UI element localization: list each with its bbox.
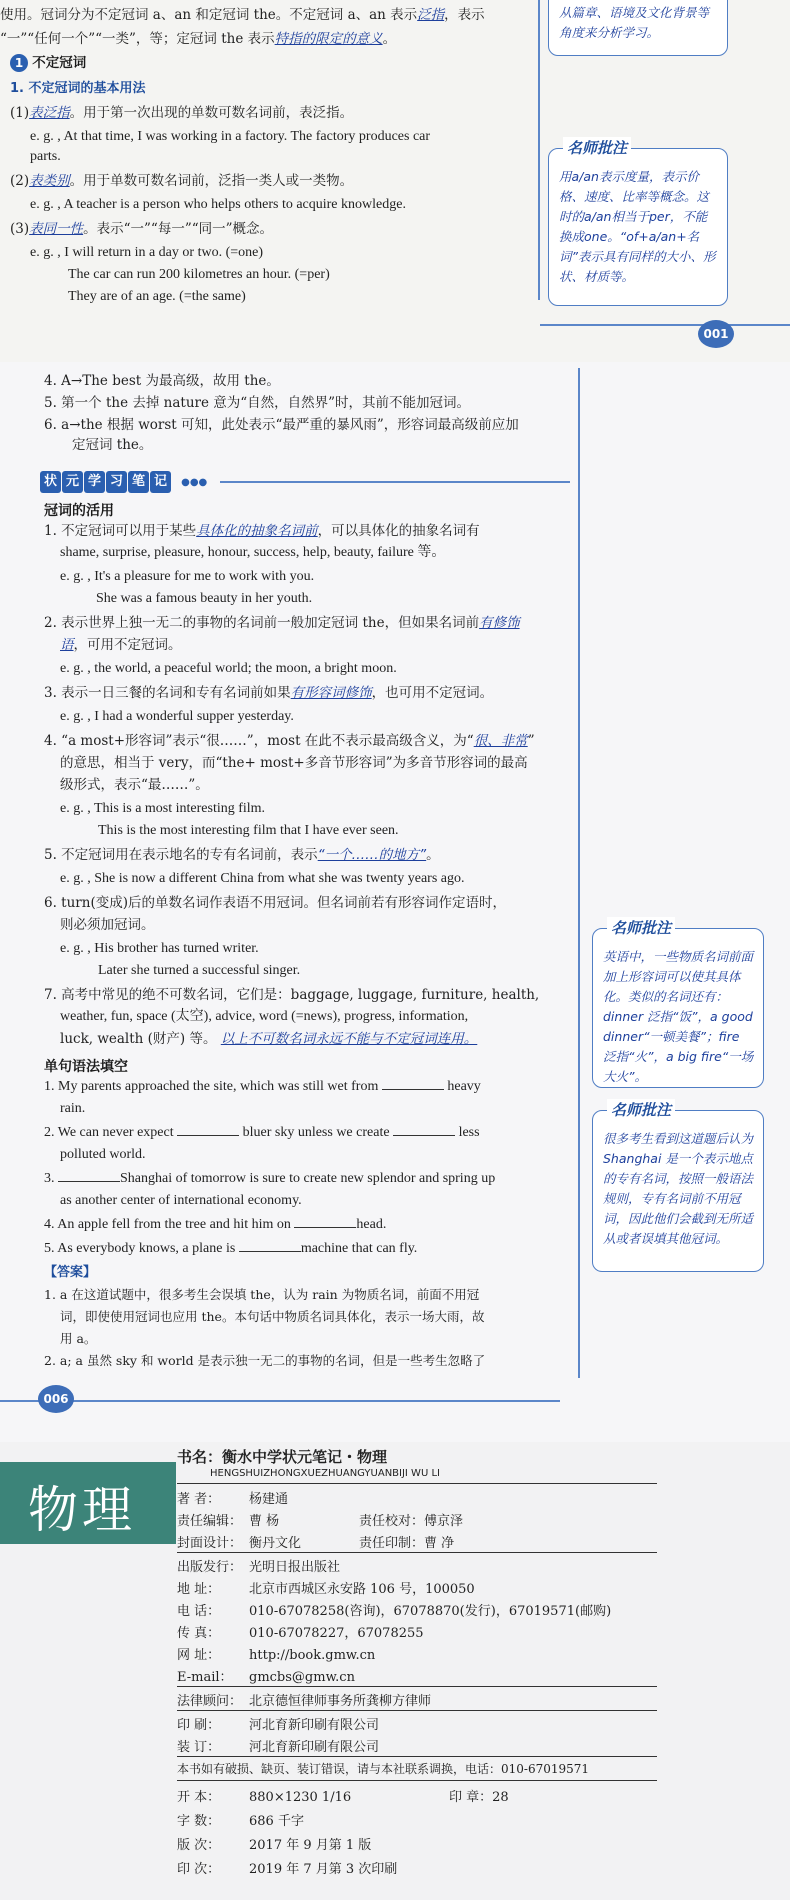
teacher-note-title: 名师批注 <box>607 1099 675 1120</box>
footer-line <box>0 1400 560 1402</box>
answer-blank[interactable] <box>239 1240 301 1252</box>
handwritten-note: 有修饰 <box>479 615 520 631</box>
sub-title: 1. 不定冠词的基本用法 <box>10 81 146 96</box>
author-row: 著 者： 杨建通 <box>177 1492 289 1507</box>
rule-text: 则必须加冠词。 <box>60 917 155 933</box>
edition-row: 版 次： 2017 年 9 月第 1 版 <box>177 1838 372 1853</box>
question-5: 5. As everybody knows, a plane is machine that can fly. <box>44 1241 418 1256</box>
answer-text: 用 a。 <box>60 1331 97 1346</box>
phone-row: 电 话： 010-67078258(咨询)，67078870(发行)，67019571(邮购) <box>177 1604 612 1619</box>
example-text: e. g. , His brother has turned writer. <box>60 941 259 956</box>
rule-4: 4. “a most+形容词”表示“很……”，most 在此不表示最高级含义，为“很、非常” <box>44 733 535 749</box>
banner-char: 记 <box>150 471 171 493</box>
address-row: 地 址： 北京市西城区永安路 106 号，100050 <box>177 1582 475 1597</box>
answer-line: 6. a→the 根据 worst 可知，此处表示“最严重的暴风雨”，形容词最高级前应加 <box>44 417 519 433</box>
teacher-note-box <box>548 139 728 306</box>
intro-line-1: 使用。冠词分为不定冠词 a、an 和定冠词 the。不定冠词 a、an 表示泛指，表示 <box>0 7 485 23</box>
example-text: They are of an age. (=the same) <box>68 289 246 304</box>
banner-char: 状 <box>40 471 61 493</box>
divider <box>177 1686 657 1687</box>
example-text: This is the most interesting film that I have ever seen. <box>98 823 399 838</box>
page-number: 006 <box>38 1385 74 1413</box>
divider <box>177 1780 657 1781</box>
example-text: parts. <box>30 149 61 164</box>
teacher-note-title: 名师批注 <box>563 137 631 158</box>
rule-2: 2. 表示世界上独一无二的事物的名词前一般加定冠词 the，但如果名词前有修饰 <box>44 615 520 631</box>
handwritten-note: 有形容词修饰 <box>290 685 372 701</box>
answer-blank[interactable] <box>58 1170 120 1182</box>
handwritten-note: 以上不可数名词永远不能与不定冠词连用。 <box>220 1031 478 1047</box>
margin-line <box>578 368 580 1378</box>
section-heading <box>10 54 86 72</box>
example-text: She was a famous beauty in her youth. <box>96 591 313 606</box>
example-text: e. g. , the world, a peaceful world; the moon, a bright moon. <box>60 661 397 676</box>
footer-line <box>540 324 790 326</box>
banner-char: 笔 <box>128 471 149 493</box>
notice-row: 本书如有破损、缺页、装订错误，请与本社联系调换，电话：010-67019571 <box>177 1762 590 1776</box>
teacher-note-box <box>592 1101 764 1272</box>
handwritten-note: 泛指 <box>417 7 445 23</box>
answer-label: 【答案】 <box>44 1265 97 1280</box>
example-text: e. g. , She is now a different China from what she was twenty years ago. <box>60 871 465 886</box>
heading-exercise: 单句语法填空 <box>44 1059 128 1075</box>
printer-row: 印 刷： 河北育新印刷有限公司 <box>177 1718 380 1733</box>
answer-blank[interactable] <box>177 1124 239 1136</box>
legal-row: 法律顾问： 北京德恒律师事务所龚柳方律师 <box>177 1694 432 1709</box>
item-1: (1)表泛指。用于第一次出现的单数可数名词前，表泛指。 <box>10 105 354 121</box>
section-badge: 1 <box>10 54 28 72</box>
format-row: 开 本： 880×1230 1/16 印 章：28 <box>177 1790 509 1805</box>
publisher-row: 出版发行： 光明日报出版社 <box>177 1560 341 1575</box>
divider <box>177 1483 657 1484</box>
rule-1: 1. 不定冠词可以用于某些具体化的抽象名词前，可以具体化的抽象名词有 <box>44 523 480 539</box>
question-text: polluted world. <box>60 1147 146 1162</box>
printing-row: 印 次： 2019 年 7 月第 3 次印刷 <box>177 1862 398 1877</box>
example-text: e. g. , A teacher is a person who helps others to acquire knowledge. <box>30 197 406 212</box>
handwritten-note: 具体化的抽象名词前 <box>196 523 318 539</box>
answer-line: 5. 第一个 the 去掉 nature 意为“自然，自然界”时，其前不能加冠词。 <box>44 395 471 411</box>
rule-text: weather, fun, space (太空), advice, word (=news), progress, information, <box>60 1009 469 1024</box>
binder-row: 装 订： 河北育新印刷有限公司 <box>177 1740 380 1755</box>
handwritten-note: 表类别 <box>29 173 70 189</box>
words-row: 字 数： 686 千字 <box>177 1814 304 1829</box>
answer-blank[interactable] <box>382 1078 444 1090</box>
rule-7: 7. 高考中常见的绝不可数名词，它们是：baggage, luggage, furniture, health, <box>44 987 540 1003</box>
email-row: E-mail： gmcbs@gmw.cn <box>177 1670 355 1685</box>
example-text: e. g. , This is a most interesting film. <box>60 801 266 816</box>
fax-row: 传 真： 010-67078227，67078255 <box>177 1626 424 1641</box>
page-number: 001 <box>698 320 734 348</box>
design-row: 封面设计： 衡丹文化 责任印制：曹 净 <box>177 1536 455 1551</box>
answer-line: 4. A→The best 为最高级，故用 the。 <box>44 373 280 389</box>
rule-text: luck, wealth (财产) 等。 以上不可数名词永远不能与不定冠词连用。 <box>60 1031 478 1047</box>
question-2: 2. We can never expect bluer sky unless we create less <box>44 1125 480 1140</box>
example-text: The car can run 200 kilometres an hour. (=per) <box>68 267 330 282</box>
handwritten-note: 语 <box>60 637 74 653</box>
banner-char: 习 <box>106 471 127 493</box>
top-note-text: 从篇章、语境及文化背景等角度来分析学习。 <box>559 5 710 40</box>
banner-dots: ●●● <box>181 477 208 488</box>
teacher-note-box <box>592 919 764 1088</box>
divider <box>177 1710 657 1711</box>
answer-text: 1. a 在这道试题中，很多考生会误填 the，认为 rain 为物质名词，前面不用冠 <box>44 1287 480 1302</box>
answer-line: 定冠词 the。 <box>72 437 153 453</box>
handwritten-note: 特指的限定的意义 <box>274 31 383 47</box>
book-title: 书名：衡水中学状元笔记・物理 <box>177 1448 388 1466</box>
example-text: Later she turned a successful singer. <box>98 963 301 978</box>
banner-char: 学 <box>84 471 105 493</box>
top-note-box <box>548 0 728 56</box>
divider <box>177 1756 657 1757</box>
banner-rule <box>220 481 570 483</box>
subject-label: 物理 <box>28 1481 136 1539</box>
page-001 <box>0 0 790 362</box>
rule-5: 5. 不定冠词用在表示地名的专有名词前，表示“一个……的地方”。 <box>44 847 440 863</box>
divider <box>177 1552 657 1553</box>
teacher-note-title: 名师批注 <box>607 917 675 938</box>
question-1: 1. My parents approached the site, which was still wet from heavy <box>44 1079 481 1094</box>
example-text: e. g. , At that time, I was working in a factory. The factory produces car <box>30 129 431 144</box>
teacher-note-text: 英语中，一些物质名词前面加上形容词可以使其具体化。类似的名词还有：dinner 泛指“饭”，a good dinner“一顿美餐”；fire 泛指“火”，a big fire“一场大火”。 <box>603 949 754 1084</box>
notes-banner <box>40 470 207 494</box>
banner-char: 元 <box>62 471 83 493</box>
heading-articles: 冠词的活用 <box>44 503 114 519</box>
question-3: 3. Shanghai of tomorrow is sure to create new splendor and spring up <box>44 1171 496 1186</box>
question-text: as another center of international economy. <box>60 1193 302 1208</box>
intro-line-2: “一”“任何一个”“一类”，等；定冠词 the 表示特指的限定的意义。 <box>0 31 397 47</box>
answer-blank[interactable] <box>294 1216 356 1228</box>
answer-text: 2. a; a 虽然 sky 和 world 是表示独一无二的事物的名词，但是一些考生忽略了 <box>44 1353 486 1368</box>
example-text: e. g. , It's a pleasure for me to work with you. <box>60 569 315 584</box>
rule-3: 3. 表示一日三餐的名词和专有名词前如果有形容词修饰，也可用不定冠词。 <box>44 685 494 701</box>
website-row: 网 址： http://book.gmw.cn <box>177 1648 376 1663</box>
handwritten-note: “一个……的地方” <box>317 847 427 863</box>
teacher-note-text: 很多考生看到这道题后认为 Shanghai 是一个表示地点的专有名词，按照一般语法规则，专有名词前不用冠词，因此他们会截到无所适从或者误填其他冠词。 <box>603 1131 754 1246</box>
rule-text: 语，可用不定冠词。 <box>60 637 182 653</box>
handwritten-note: 很、非常 <box>473 733 528 749</box>
item-3: (3)表同一性。表示“一”“每一”“同一”概念。 <box>10 221 274 237</box>
answer-text: 词，即使使用冠词也应用 the。本句话中物质名词具体化，表示一场大雨，故 <box>60 1309 485 1324</box>
margin-line <box>538 0 540 300</box>
rule-text: 级形式，表示“最……”。 <box>60 777 209 793</box>
rule-6: 6. turn(变成)后的单数名词作表语不用冠词。但名词前若有形容词作定语时， <box>44 895 506 911</box>
answer-blank[interactable] <box>393 1124 455 1136</box>
handwritten-note: 表同一性 <box>29 221 84 237</box>
rule-text: shame, surprise, pleasure, honour, success, help, beauty, failure 等。 <box>60 545 446 560</box>
book-pinyin: HENGSHUIZHONGXUEZHUANGYUANBIJI WU LI <box>210 1468 440 1479</box>
item-2: (2)表类别。用于单数可数名词前，泛指一类人或一类物。 <box>10 173 354 189</box>
rule-text: 的意思，相当于 very，而“the+ most+多音节形容词”为多音节形容词的最高 <box>60 755 528 771</box>
example-text: e. g. , I will return in a day or two. (=one) <box>30 245 263 260</box>
editor-row: 责任编辑： 曹 杨 责任校对：傅京泽 <box>177 1514 464 1529</box>
handwritten-note: 表泛指 <box>29 105 70 121</box>
teacher-note-text: 用a/an表示度量，表示价格、速度、比率等概念。这时的a/an相当于per，不能换成one。“of+a/an+名词”表示具有同样的大小、形状、材质等。 <box>559 169 716 284</box>
question-text: rain. <box>60 1101 86 1116</box>
question-4: 4. An apple fell from the tree and hit him on head. <box>44 1217 387 1232</box>
example-text: e. g. , I had a wonderful supper yesterday. <box>60 709 294 724</box>
section-title: 不定冠词 <box>32 55 87 71</box>
